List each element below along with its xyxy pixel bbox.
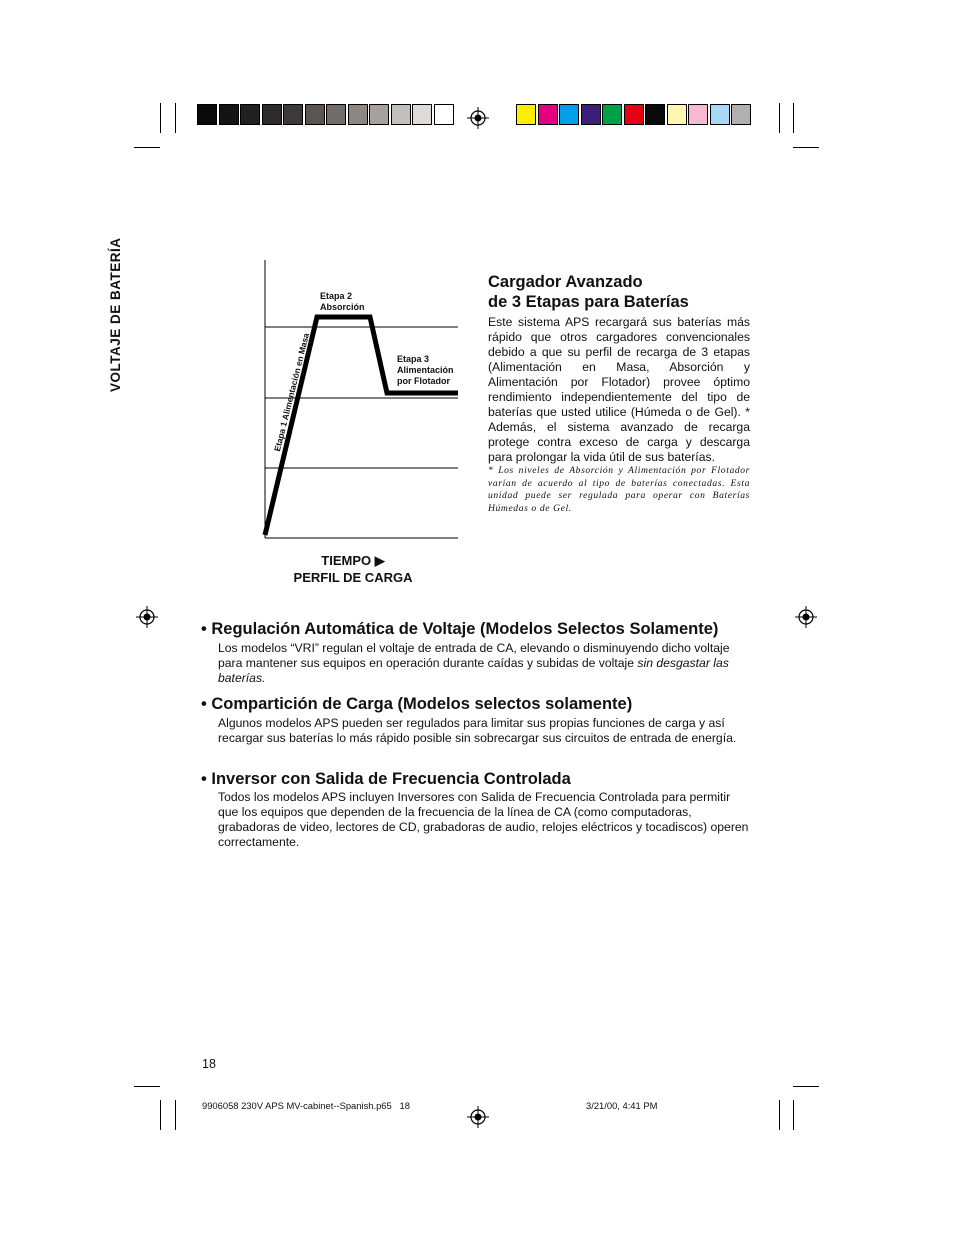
color-swatch bbox=[688, 104, 708, 125]
registration-target-icon bbox=[467, 1106, 489, 1128]
x-axis-label: TIEMPO ▶ PERFIL DE CARGA bbox=[293, 553, 413, 585]
crop-mark bbox=[175, 103, 176, 133]
sidebar-footnote: * Los niveles de Absorción y Alimentación por Flotador varían de acuerdo al tipo de baterías conectadas. Esta unidad puede ser regulada para operar con Baterías Húmedas o de Gel. bbox=[488, 465, 750, 514]
crop-mark bbox=[793, 147, 819, 148]
color-swatch bbox=[262, 104, 282, 125]
registration-target-icon bbox=[467, 107, 489, 129]
crop-mark bbox=[134, 1086, 160, 1087]
crop-mark bbox=[779, 1100, 780, 1130]
section-title-inverter: • Inversor con Salida de Frecuencia Controlada bbox=[201, 770, 571, 788]
crop-mark bbox=[175, 1100, 176, 1130]
color-swatch bbox=[305, 104, 325, 125]
color-swatch bbox=[434, 104, 454, 125]
color-swatch bbox=[283, 104, 303, 125]
crop-mark bbox=[160, 1100, 161, 1130]
footer-file-name: 9906058 230V APS MV-cabinet--Spanish.p65 18 bbox=[202, 1100, 410, 1111]
crop-mark bbox=[134, 147, 160, 148]
stage3-label: Etapa 3 Alimentación por Flotador bbox=[397, 354, 454, 386]
y-axis-label: VOLTAJE DE BATERÍA bbox=[108, 237, 123, 392]
section-title-load-sharing: • Compartición de Carga (Modelos selectos solamente) bbox=[201, 695, 633, 713]
color-swatch bbox=[412, 104, 432, 125]
color-swatch bbox=[219, 104, 239, 125]
color-swatch bbox=[624, 104, 644, 125]
section-title-voltage-regulation: • Regulación Automática de Voltaje (Modelos Selectos Solamente) bbox=[201, 620, 719, 638]
color-swatch bbox=[559, 104, 579, 125]
stage1-label: Etapa 1 Alimentación en Masa bbox=[272, 332, 312, 453]
footer-date: 3/21/00, 4:41 PM bbox=[586, 1100, 658, 1111]
page-number: 18 bbox=[202, 1057, 216, 1071]
color-swatch bbox=[645, 104, 665, 125]
color-swatch bbox=[326, 104, 346, 125]
color-swatch bbox=[581, 104, 601, 125]
color-swatch bbox=[731, 104, 751, 125]
section-body-voltage-regulation: Los modelos “VRI” regulan el voltaje de entrada de CA, elevando o disminuyendo dicho voltaje para mantener sus equipos en operación durante caídas y subidas de voltaje sin desgastar las baterías. bbox=[218, 641, 730, 685]
color-swatch bbox=[602, 104, 622, 125]
registration-target-icon bbox=[136, 606, 158, 628]
sidebar-title: Cargador Avanzado de 3 Etapas para Baterías bbox=[488, 273, 689, 311]
color-swatch bbox=[710, 104, 730, 125]
sidebar-body: Este sistema APS recargará sus baterías más rápido que otros cargadores convencionales debido a que su perfil de recarga de 3 etapas (Alimentación en Masa, Absorción y Alimentación por Flotador) provee óptimo rendimiento independientemente del tipo de baterías que usted utilice (Húmeda o de Gel). * Además, el sistema avanzado de recarga protege contra exceso de carga y descarga para prolongar la vida útil de sus baterías. bbox=[488, 315, 750, 464]
section-body-load-sharing: Algunos modelos APS pueden ser regulados para limitar sus propias funciones de carga y así recargar sus baterías lo más rápido posible sin sobrecargar sus circuitos de entrada de energía. bbox=[218, 716, 737, 745]
color-swatch bbox=[538, 104, 558, 125]
charge-profile-curve bbox=[265, 317, 458, 535]
crop-mark bbox=[793, 1086, 819, 1087]
color-swatch bbox=[240, 104, 260, 125]
registration-target-icon bbox=[795, 606, 817, 628]
color-swatch bbox=[348, 104, 368, 125]
section-body-inverter: Todos los modelos APS incluyen Inversores con Salida de Frecuencia Controlada para permitir que los equipos que dependen de la frecuencia de la línea de CA (como computadoras, grabadoras de video, lectores de CD, grabadoras de audio, relojes eléctricos y tocadiscos) operen correctamente. bbox=[218, 790, 749, 849]
stage2-label: Etapa 2 Absorción bbox=[320, 291, 365, 312]
crop-mark bbox=[793, 1100, 794, 1130]
crop-mark bbox=[160, 103, 161, 133]
color-swatch bbox=[369, 104, 389, 125]
color-swatch bbox=[391, 104, 411, 125]
crop-mark bbox=[779, 103, 780, 133]
color-swatch bbox=[516, 104, 536, 125]
color-swatch bbox=[667, 104, 687, 125]
crop-mark bbox=[793, 103, 794, 133]
color-swatch bbox=[197, 104, 217, 125]
